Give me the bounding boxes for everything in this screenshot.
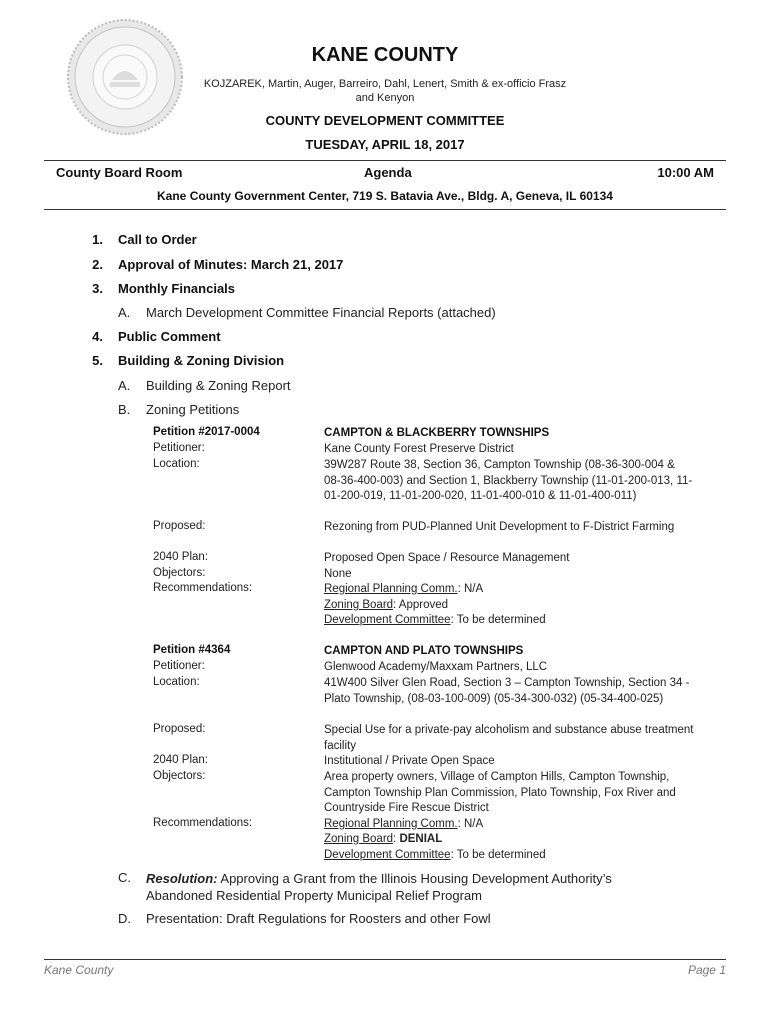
divider-header-bottom [44,209,726,210]
meeting-time: 10:00 AM [657,165,714,180]
meeting-date: TUESDAY, APRIL 18, 2017 [305,137,465,152]
sub-item-letter: B. [118,402,131,417]
item-monthly-financials: Monthly Financials [118,281,236,296]
dc-link-label: Development Committee [324,849,451,861]
petition-townships: CAMPTON & BLACKBERRY TOWNSHIPS [324,427,550,439]
sub-item-letter: D. [118,911,131,926]
petitioner-label: Petitioner: [153,660,205,672]
location-value: 41W400 Silver Glen Road, Section 3 – Campton Township, Section 34 - Plato Township, (08-03-100-009) (05-34-300-032) (05-34-400-025) [324,677,690,705]
proposed-label: Proposed: [153,723,206,735]
rec-development-committee [324,848,694,864]
proposed-value: Special Use for a private-pay alcoholism and substance abuse treatment facility [324,724,694,752]
county-seal [66,18,184,136]
item-public-comment: Public Comment [118,329,221,344]
recommendations-label: Recommendations: [153,817,253,829]
sub-item-letter: A. [118,378,131,393]
agenda-label: Agenda [364,165,412,180]
meeting-room: County Board Room [56,165,183,180]
sub-item-financial-reports: March Development Committee Financial Reports (attached) [146,305,496,320]
rpc-link-label: Regional Planning Comm. [324,583,458,595]
zb-link-label: Zoning Board [324,833,394,845]
location-label: Location: [153,458,200,470]
dc-value: : To be determined [450,614,546,626]
rpc-link-label: Regional Planning Comm. [324,818,458,830]
zb-sep: : [393,833,400,845]
meeting-address: Kane County Government Center, 719 S. Batavia Ave., Bldg. A, Geneva, IL 60134 [157,189,613,203]
petition-number: Petition #2017-0004 [153,426,260,438]
sub-item-letter: C. [118,870,131,885]
sub-item-bz-report: Building & Zoning Report [146,378,291,393]
plan-label: 2040 Plan: [153,754,208,766]
rec-zoning-board [324,832,694,848]
zb-value: DENIAL [399,833,443,845]
objectors-value: Area property owners, Village of Campton Hills, Campton Township, Campton Township Plan Commission, Plato Township, Fox River and Countryside Fire Rescue District [324,771,676,814]
item-number: 3. [92,281,103,296]
resolution-lead: Resolution: [146,871,218,886]
petition-townships: CAMPTON AND PLATO TOWNSHIPS [324,645,524,657]
page-title: KANE COUNTY [311,44,459,66]
footer-county: Kane County [44,963,114,977]
item-approval-minutes: Approval of Minutes: March 21, 2017 [118,257,344,272]
committee-name: COUNTY DEVELOPMENT COMMITTEE [265,113,505,128]
item-building-zoning: Building & Zoning Division [118,353,285,368]
rec-regional-planning [324,817,694,833]
proposed-value: Rezoning from PUD-Planned Unit Development to F-District Farming [324,521,675,533]
objectors-label: Objectors: [153,567,206,579]
rpc-value: : N/A [457,583,484,595]
petitioner-label: Petitioner: [153,442,205,454]
page-number: Page 1 [687,963,726,977]
divider-footer [44,959,726,960]
zb-value: : Approved [393,599,449,611]
plan-label: 2040 Plan: [153,551,208,563]
recommendations-label: Recommendations: [153,582,253,594]
sub-item-letter: A. [118,305,131,320]
item-number: 1. [92,232,103,247]
item-call-to-order: Call to Order [118,232,197,247]
rpc-value: : N/A [457,818,484,830]
item-number: 4. [92,329,103,344]
objectors-label: Objectors: [153,770,206,782]
proposed-label: Proposed: [153,520,206,532]
objectors-value: None [324,568,352,580]
plan-value: Institutional / Private Open Space [324,755,495,767]
petitioner-value: Glenwood Academy/Maxxam Partners, LLC [324,661,548,673]
item-number: 2. [92,257,103,272]
location-label: Location: [153,676,200,688]
resolution-text: Approving a Grant from the Illinois Housing Development Authority’s Abandoned Residential Property Municipal Relief Program [146,871,612,903]
sub-item-presentation: Presentation: Draft Regulations for Roosters and other Fowl [146,911,491,926]
dc-value: : To be determined [450,849,546,861]
committee-members: KOJZAREK, Martin, Auger, Barreiro, Dahl, Lenert, Smith & ex-officio Frasz and Kenyon [203,78,567,104]
petitioner-value: Kane County Forest Preserve District [324,443,514,455]
zb-link-label: Zoning Board [324,599,394,611]
divider-top [44,160,726,161]
rec-zoning-board [324,598,694,614]
sub-item-resolution [146,870,666,904]
location-value: 39W287 Route 38, Section 36, Campton Township (08-36-300-004 & 08-36-400-003) and Section 1, Blackberry Township (11-01-200-013, 11-01-200-019, 11-01-200-020, 11-01-400-010 & 11-01-400-011) [324,459,693,502]
rec-regional-planning [324,582,694,598]
plan-value: Proposed Open Space / Resource Management [324,552,570,564]
dc-link-label: Development Committee [324,614,451,626]
item-number: 5. [92,353,103,368]
sub-item-zoning-petitions: Zoning Petitions [146,402,240,417]
petition-number: Petition #4364 [153,644,231,656]
rec-development-committee [324,613,694,629]
